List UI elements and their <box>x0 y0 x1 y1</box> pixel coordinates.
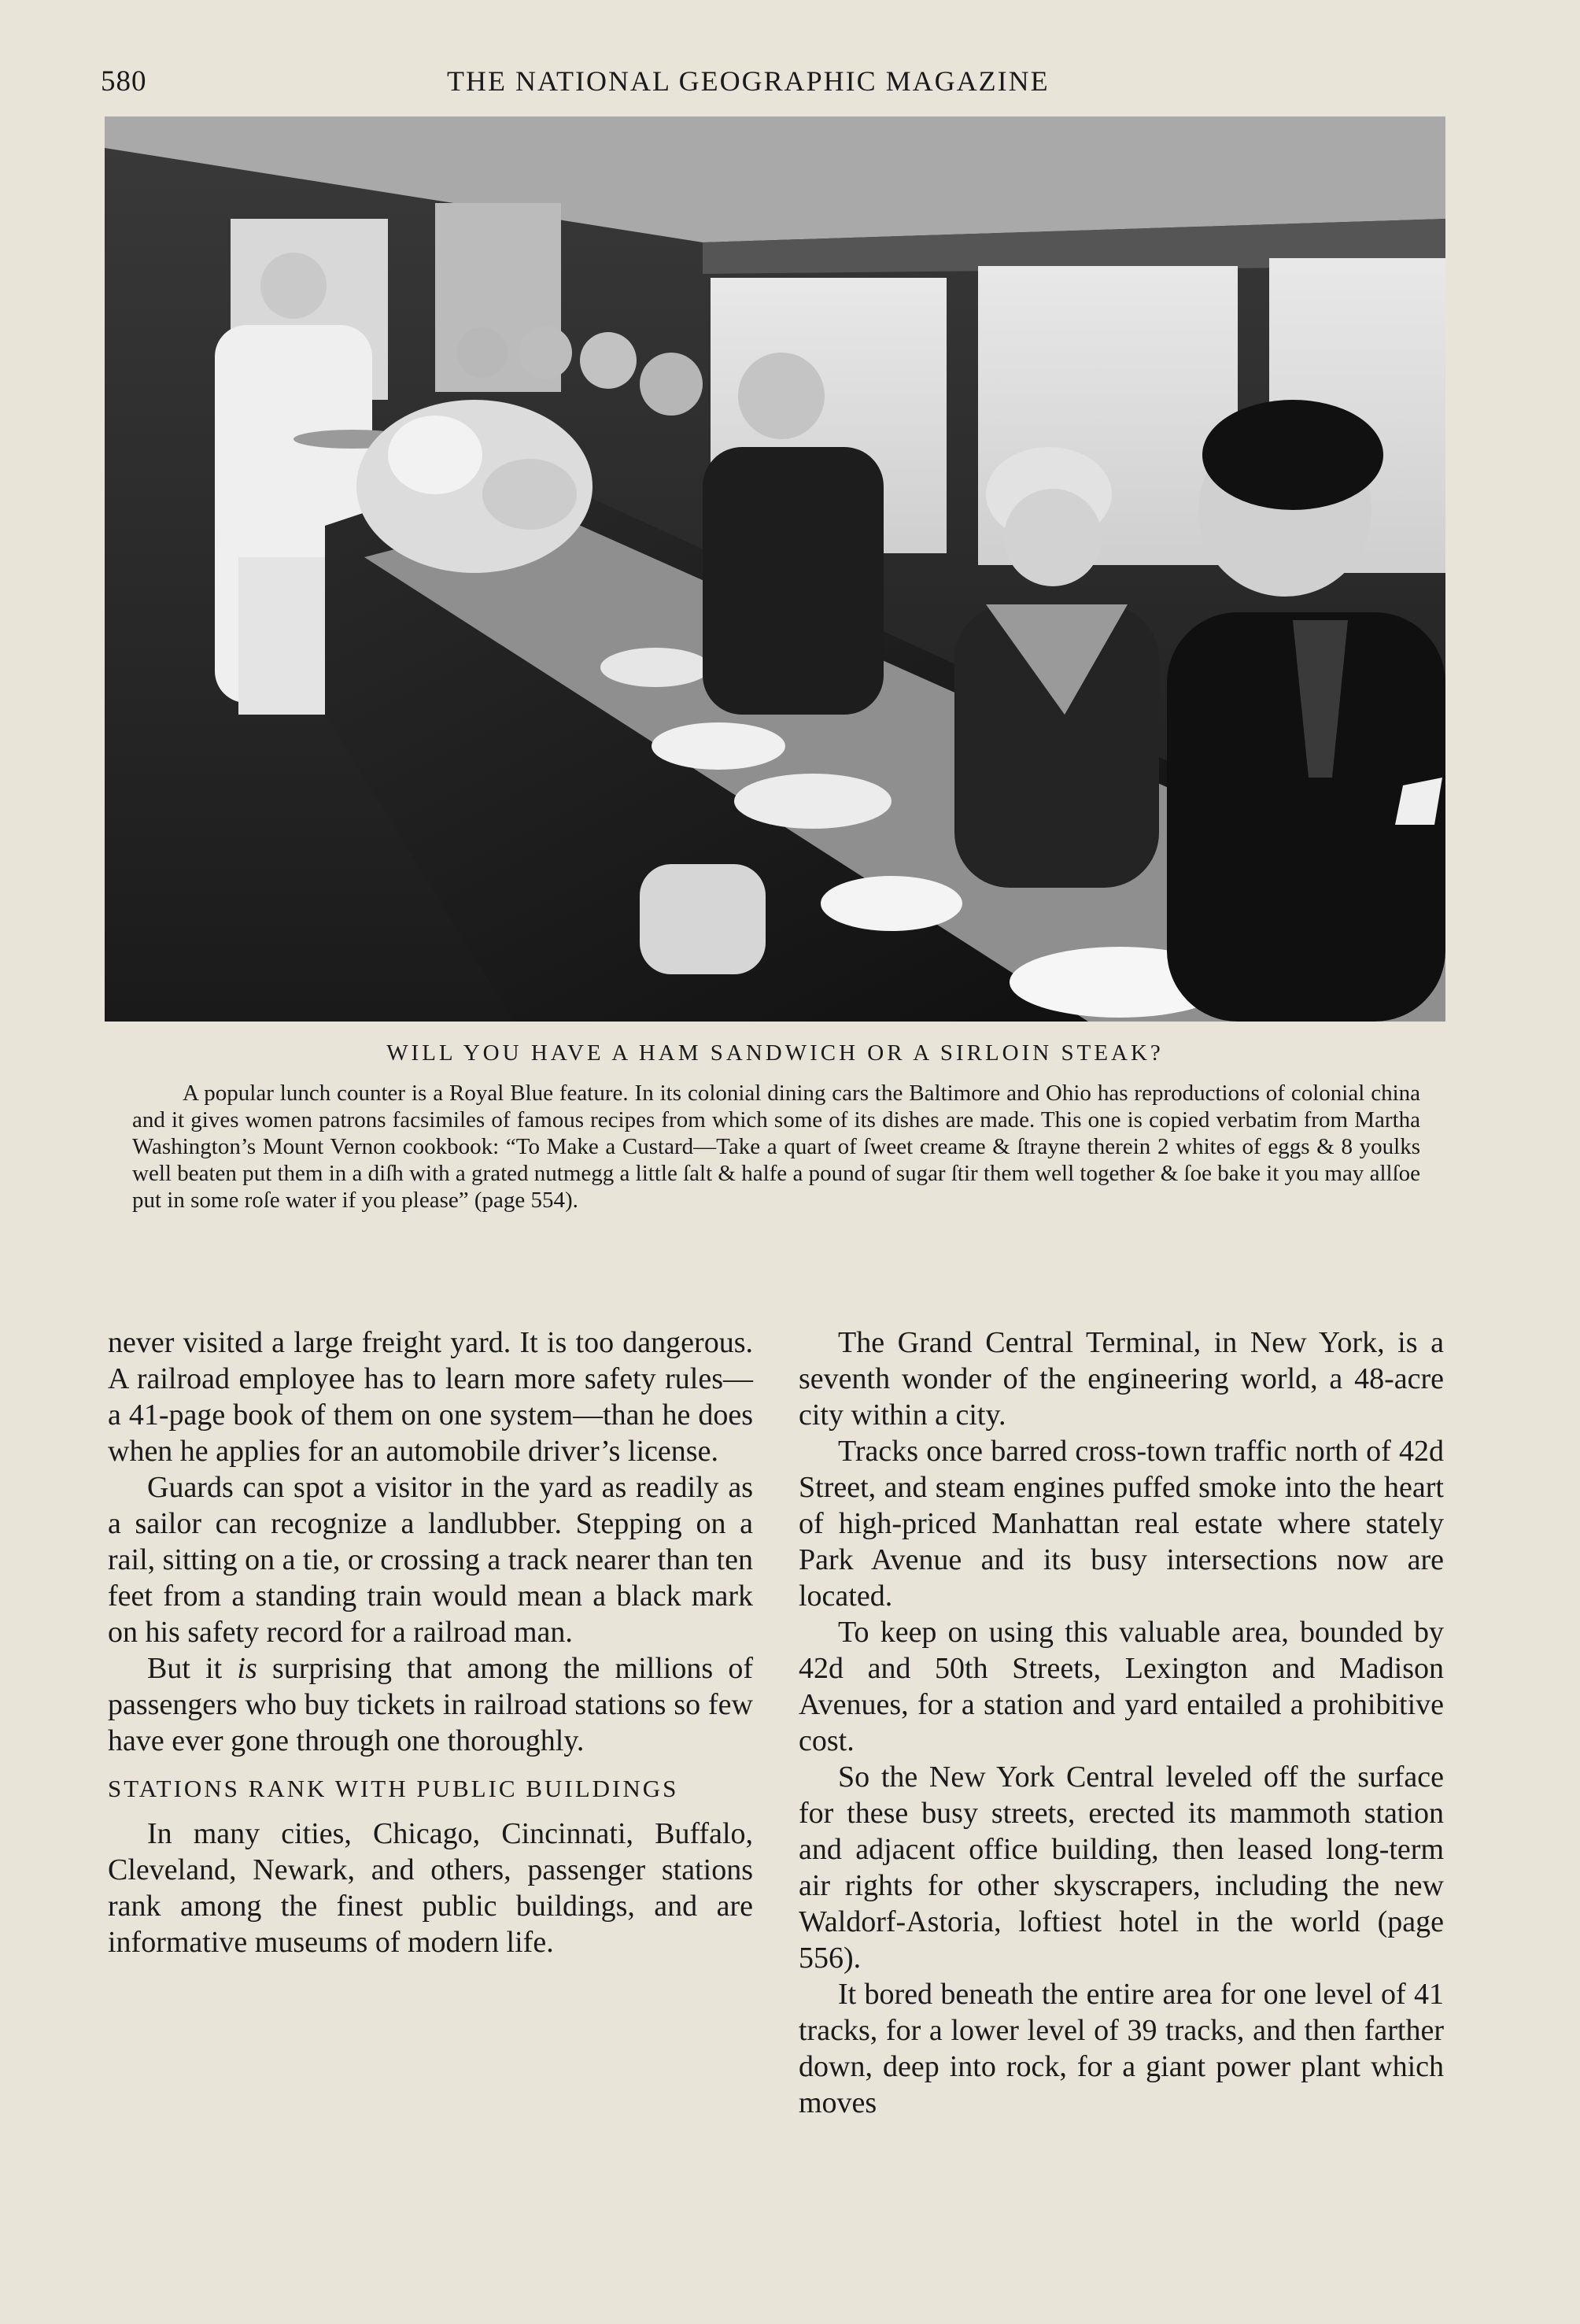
section-heading: STATIONS RANK WITH PUBLIC BUILDINGS <box>108 1775 679 1802</box>
caption-paragraph: A popular lunch counter is a Royal Blue feature. In its colonial dining cars the Baltimore and Ohio has reproductions of colonial china and it gives women patrons facsimiles of famous recipes from which some of its dishes are made. This one is copied verbatim from Martha Washington’s Mount Vernon cookbook: “To Make a Custard—Take a quart of ſweet creame & ſtrayne therein 2 whites of eggs & 8 youlks well beaten put them in a diſh with a grated nutmegg a little ſalt & halfe a pound of sugar ſtir them well together & ſoe bake it you may allſoe put in some roſe water if you please” (page 554). <box>132 1081 1420 1213</box>
running-head: THE NATIONAL GEOGRAPHIC MAGAZINE <box>447 65 1050 97</box>
page-number: 580 <box>101 65 147 98</box>
page-header <box>101 65 1446 112</box>
lunch-counter-photo <box>105 116 1445 1022</box>
body-paragraph: Guards can spot a visitor in the yard as readily as a sailor can recognize a landlubber. Stepping on a rail, sitting on a tie, or crossing a track nearer than ten feet from a standing train would mean a black mark on his safety record for a railroad man. <box>108 1471 753 1649</box>
body-paragraph: It bored beneath the entire area for one level of 41 tracks, for a lower level of 39 tracks, and then farther down, deep into rock, for a giant power plant which moves <box>799 1978 1444 2119</box>
photo-illustration <box>105 116 1445 1022</box>
body-paragraph: In many cities, Chicago, Cincinnati, Buffalo, Cleveland, Newark, and others, passenger stations rank among the finest public buildings, and are informative museums of modern life. <box>108 1817 753 1959</box>
text-run: But it <box>147 1652 238 1685</box>
photo-caption-title: WILL YOU HAVE A HAM SANDWICH OR A SIRLOIN STEAK? <box>386 1040 1164 1066</box>
text-run: surprising that among the millions of passengers who buy tickets in railroad stations so few have ever gone through one thoroughly. <box>108 1652 753 1757</box>
body-paragraph: The Grand Central Terminal, in New York, is a seventh wonder of the engineering world, a 48-acre city within a city. <box>799 1326 1444 1432</box>
left-column <box>108 1325 753 1960</box>
body-paragraph: Tracks once barred cross-town traffic north of 42d Street, and steam engines puffed smoke into the heart of high-priced Manhattan real estate where stately Park Avenue and its busy intersections now are located. <box>799 1435 1444 1613</box>
emphasized-word: is <box>237 1652 257 1685</box>
right-column <box>799 1325 1444 2121</box>
body-paragraph: To keep on using this valuable area, bounded by 42d and 50th Streets, Lexington and Madison Avenues, for a station and yard entailed a prohibitive cost. <box>799 1616 1444 1757</box>
photo-caption-text <box>132 1080 1420 1214</box>
body-paragraph <box>108 1650 753 1759</box>
body-paragraph: never visited a large freight yard. It is too dangerous. A railroad employee has to learn more safety rules—a 41-page book of them on one system—than he does when he applies for an automobile driver’s license. <box>108 1326 753 1468</box>
body-paragraph: So the New York Central leveled off the surface for these busy streets, erected its mammoth station and adjacent office building, then leased long-term air rights for other skyscrapers, including the new Waldorf-Astoria, loftiest hotel in the world (page 556). <box>799 1761 1444 1975</box>
